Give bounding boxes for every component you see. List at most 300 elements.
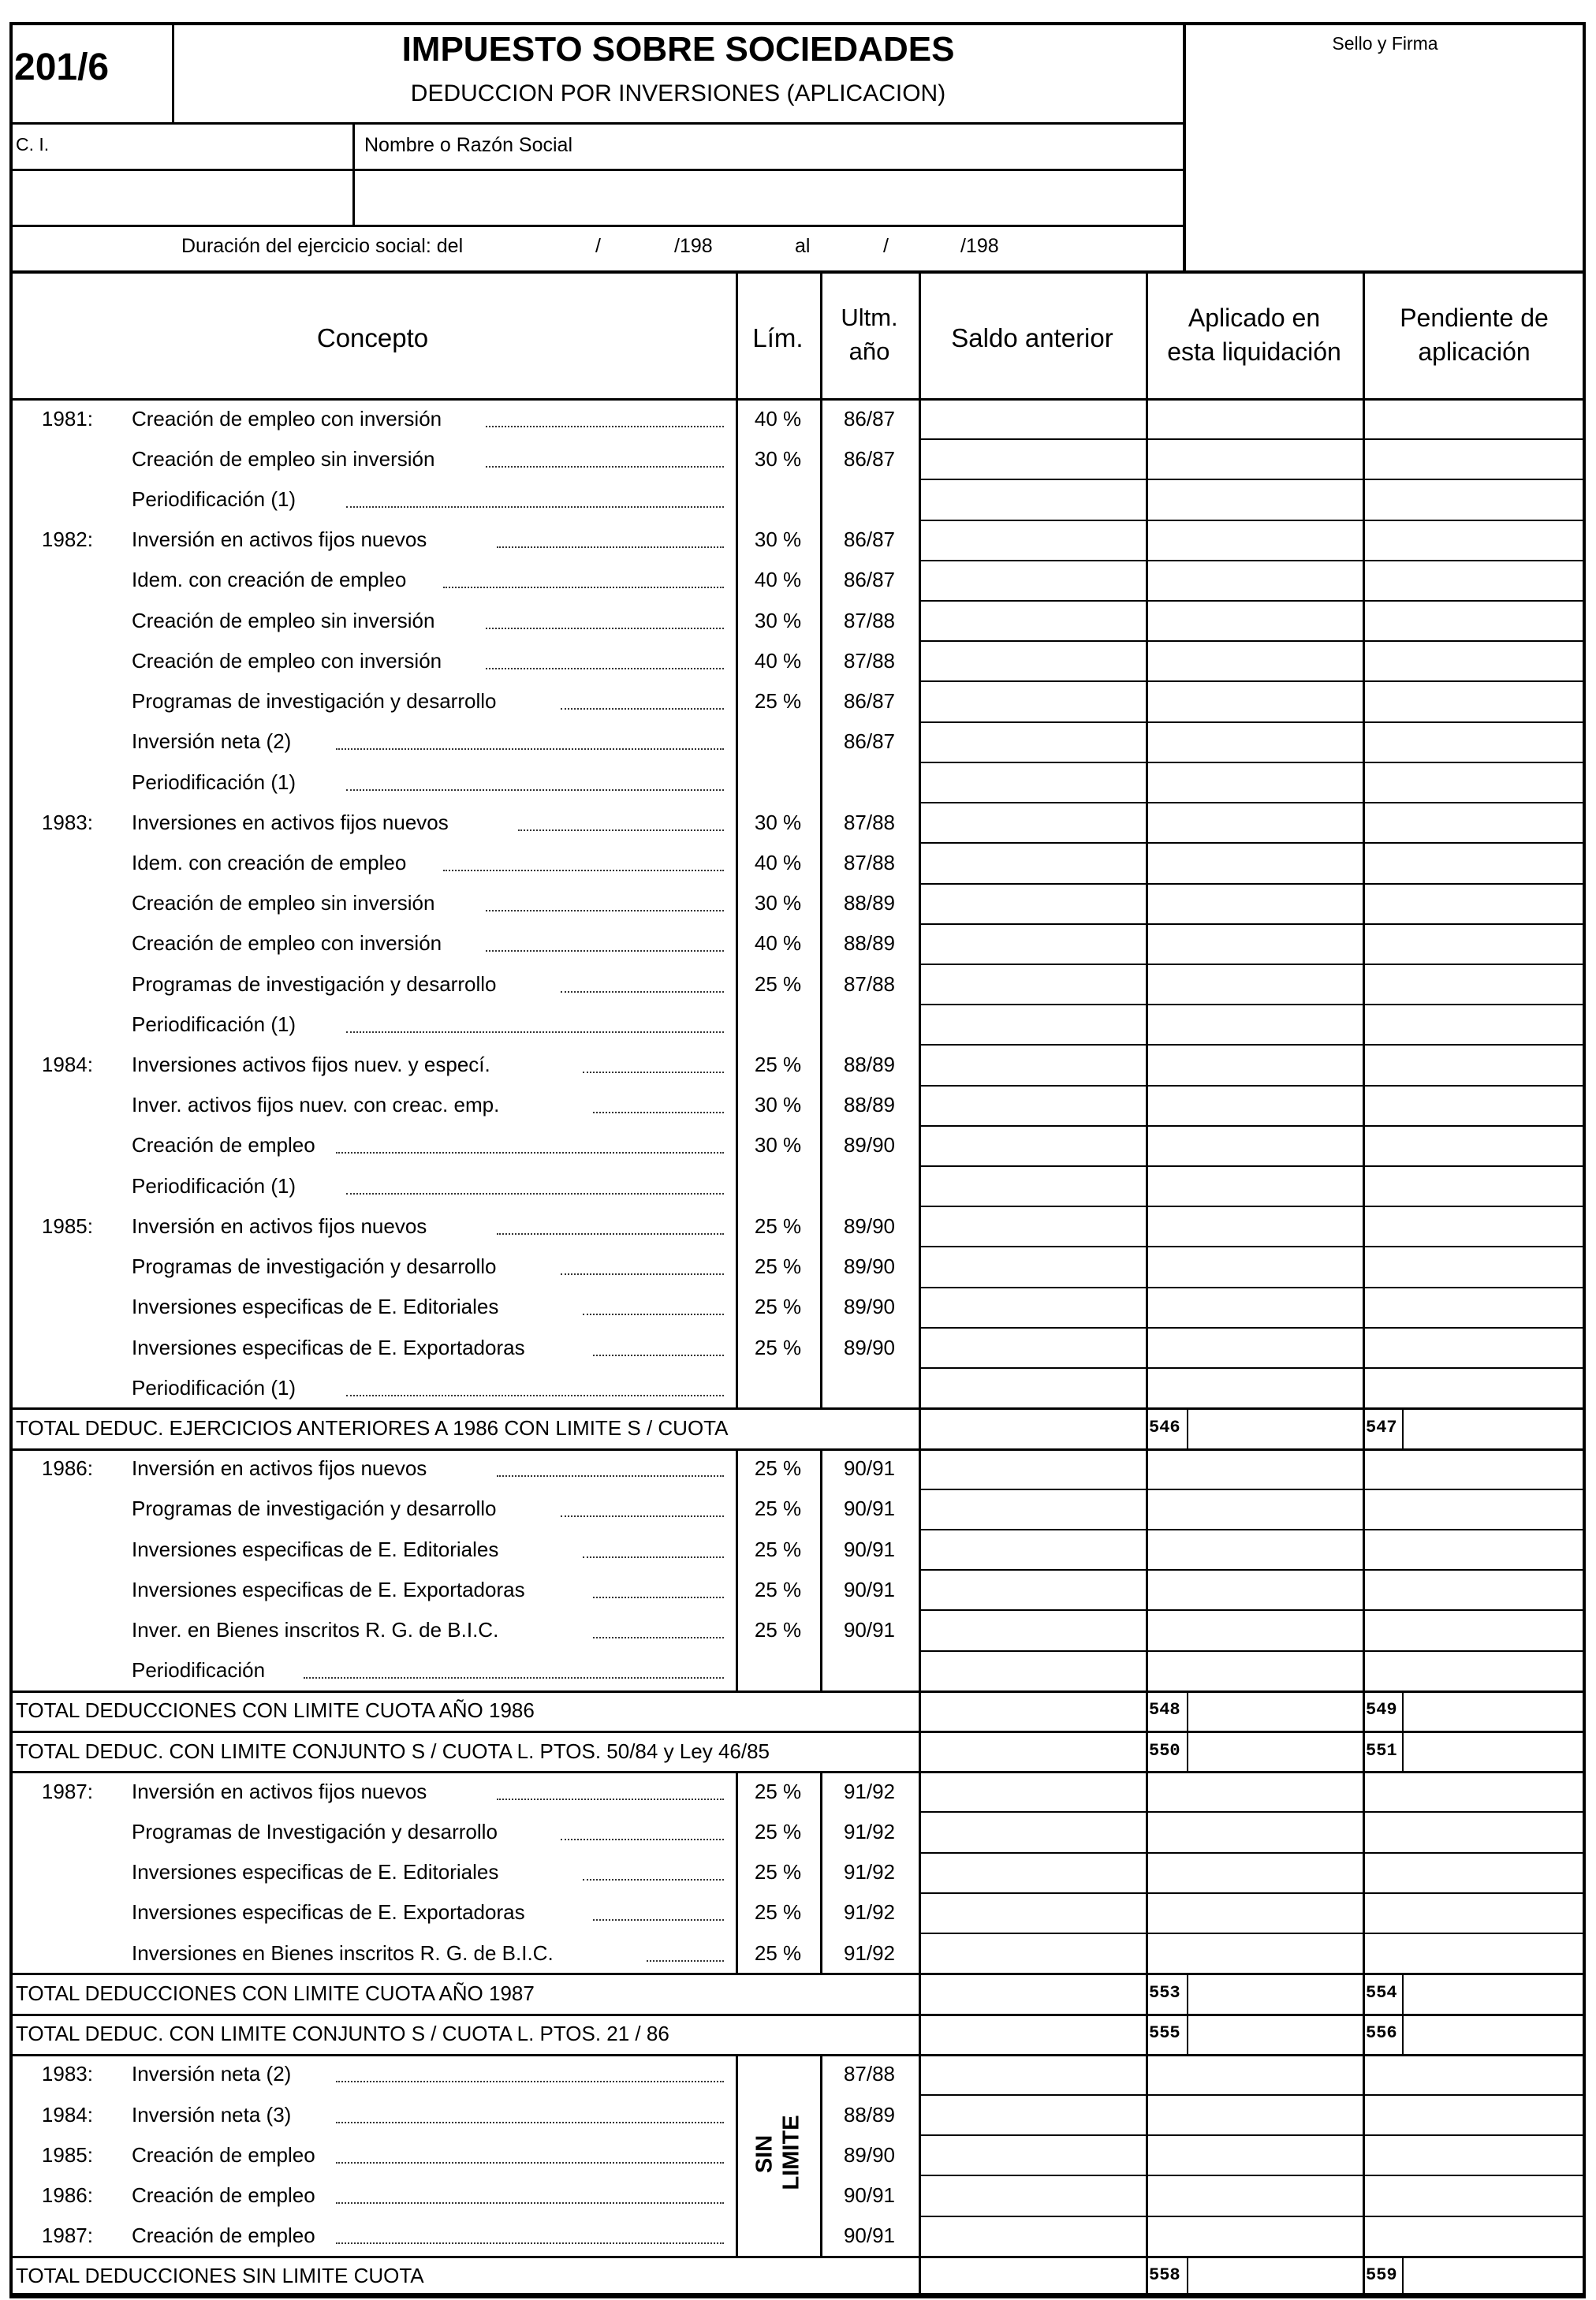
leader-dots	[336, 1152, 724, 1154]
rule-line	[1363, 1731, 1365, 1771]
pending-cell[interactable]	[1367, 643, 1581, 677]
rule-line	[919, 2014, 921, 2054]
leader-dots	[346, 1031, 724, 1033]
pending-cell[interactable]	[1367, 1814, 1581, 1847]
form-subtitle: DEDUCCION POR INVERSIONES (APLICACION)	[410, 80, 946, 106]
total-applied-cell-553[interactable]	[1191, 1975, 1358, 2009]
prev-balance-cell[interactable]	[923, 1531, 1141, 1565]
row-concept: Inversiones especificas de E. Exportadoras	[132, 1335, 525, 1359]
applied-cell[interactable]	[1150, 1571, 1358, 1605]
column-rule	[919, 1771, 921, 1973]
column-header-limit: Lím.	[752, 323, 804, 352]
pending-cell[interactable]	[1367, 1451, 1581, 1485]
column-rule	[820, 2054, 822, 2256]
applied-cell[interactable]	[1150, 2218, 1358, 2252]
column-rule	[1146, 1448, 1148, 1691]
row-rule	[919, 1529, 1586, 1530]
column-rule	[820, 1771, 822, 1973]
field-code-551: 551	[1366, 1740, 1397, 1761]
prev-balance-cell[interactable]	[923, 1491, 1141, 1525]
applied-cell[interactable]	[1150, 804, 1358, 838]
rule-line	[1146, 1973, 1147, 2013]
prev-balance-cell[interactable]	[923, 2097, 1141, 2130]
prev-balance-cell[interactable]	[923, 643, 1141, 677]
row-limit: 25 %	[754, 1537, 802, 1561]
row-rule	[919, 2175, 1586, 2176]
pending-cell[interactable]	[1367, 724, 1581, 758]
row-last-year: 88/89	[843, 2102, 896, 2127]
pending-cell[interactable]	[1367, 441, 1581, 475]
row-concept: Inversiones especificas de E. Exportadoras	[132, 1900, 525, 1925]
row-rule	[919, 1165, 1586, 1167]
pending-cell[interactable]	[1367, 2056, 1581, 2090]
form-number: 201/6	[14, 47, 110, 88]
total-prev-balance-cell[interactable]	[923, 2258, 1141, 2292]
applied-cell[interactable]	[1150, 1046, 1358, 1080]
applied-cell[interactable]	[1150, 1531, 1358, 1565]
applied-cell[interactable]	[1150, 1773, 1358, 1807]
row-year: 1984:	[41, 1053, 93, 1076]
pending-cell[interactable]	[1367, 885, 1581, 919]
prev-balance-cell[interactable]	[923, 1128, 1141, 1161]
code-box-border	[1187, 1691, 1188, 1731]
row-limit: 40 %	[754, 850, 802, 874]
row-last-year: 89/90	[843, 1213, 896, 1238]
pending-cell[interactable]	[1367, 1128, 1581, 1161]
row-concept: Programas de Investigación y desarrollo	[132, 1820, 498, 1844]
year-prefix: /198	[674, 235, 713, 257]
column-header-pending: Pendiente de	[1400, 304, 1549, 332]
prev-balance-cell[interactable]	[923, 1006, 1141, 1040]
applied-cell[interactable]	[1150, 2177, 1358, 2211]
column-header-last-year: año	[848, 337, 890, 365]
row-rule	[919, 1004, 1586, 1005]
prev-balance-cell[interactable]	[923, 724, 1141, 758]
row-rule	[919, 560, 1586, 561]
prev-balance-cell[interactable]	[923, 1087, 1141, 1121]
column-rule	[919, 2054, 921, 2256]
prev-balance-cell[interactable]	[923, 804, 1141, 838]
total-applied-cell-558[interactable]	[1191, 2258, 1358, 2292]
header-rule	[9, 225, 1184, 227]
column-rule	[736, 1448, 738, 1691]
pending-cell[interactable]	[1367, 1491, 1581, 1525]
total-pending-cell-549[interactable]	[1407, 1693, 1581, 1727]
header-rule	[9, 169, 1184, 171]
row-last-year: 86/87	[843, 527, 896, 552]
prev-balance-cell[interactable]	[923, 1935, 1141, 1969]
code-box-border	[1187, 2256, 1188, 2296]
row-rule	[919, 1125, 1586, 1127]
prev-balance-cell[interactable]	[923, 481, 1141, 515]
applied-cell[interactable]	[1150, 522, 1358, 556]
row-last-year: 91/92	[843, 1900, 896, 1925]
prev-balance-cell[interactable]	[923, 562, 1141, 596]
applied-cell[interactable]	[1150, 1087, 1358, 1121]
code-box-border	[1402, 2014, 1404, 2054]
applied-cell[interactable]	[1150, 1653, 1358, 1687]
applied-cell[interactable]	[1150, 1935, 1358, 1969]
row-last-year: 86/87	[843, 568, 896, 592]
rule-line	[1146, 1691, 1147, 1731]
row-last-year: 90/91	[843, 1497, 896, 1521]
prev-balance-cell[interactable]	[923, 2218, 1141, 2252]
prev-balance-cell[interactable]	[923, 844, 1141, 878]
pending-cell[interactable]	[1367, 1653, 1581, 1687]
outer-border-right	[1583, 22, 1586, 2296]
field-code-553: 553	[1149, 1982, 1180, 2003]
applied-cell[interactable]	[1150, 683, 1358, 717]
row-concept: Creación de empleo con inversión	[132, 931, 442, 956]
applied-cell[interactable]	[1150, 1370, 1358, 1403]
pending-cell[interactable]	[1367, 1370, 1581, 1403]
prev-balance-cell[interactable]	[923, 1370, 1141, 1403]
applied-cell[interactable]	[1150, 1814, 1358, 1847]
applied-cell[interactable]	[1150, 643, 1358, 677]
row-limit: 40 %	[754, 931, 802, 956]
applied-cell[interactable]	[1150, 1128, 1358, 1161]
total-prev-balance-cell[interactable]	[923, 2016, 1141, 2050]
table-top-rule	[9, 270, 1586, 274]
row-last-year: 90/91	[843, 2224, 896, 2248]
row-rule	[919, 842, 1586, 844]
prev-balance-cell[interactable]	[923, 683, 1141, 717]
pending-cell[interactable]	[1367, 1531, 1581, 1565]
row-last-year: 88/89	[843, 1053, 896, 1076]
row-rule	[919, 802, 1586, 803]
applied-cell[interactable]	[1150, 1208, 1358, 1242]
row-limit: 30 %	[754, 1093, 802, 1117]
total-pending-cell-559[interactable]	[1407, 2258, 1581, 2292]
row-last-year: 87/88	[843, 971, 896, 996]
pending-cell[interactable]	[1367, 1773, 1581, 1807]
row-concept: Periodificación (1)	[132, 1173, 296, 1198]
pending-cell[interactable]	[1367, 1612, 1581, 1646]
code-box-border	[1402, 1691, 1404, 1731]
name-label: Nombre o Razón Social	[364, 134, 573, 156]
pending-cell[interactable]	[1367, 1087, 1581, 1121]
row-limit: 25 %	[754, 1617, 802, 1642]
pending-cell[interactable]	[1367, 401, 1581, 434]
leader-dots	[561, 708, 724, 710]
row-last-year: 90/91	[843, 1617, 896, 1642]
prev-balance-cell[interactable]	[923, 1451, 1141, 1485]
total-prev-balance-cell[interactable]	[923, 1693, 1141, 1727]
leader-dots	[583, 1879, 724, 1881]
row-last-year: 90/91	[843, 1577, 896, 1601]
prev-balance-cell[interactable]	[923, 1773, 1141, 1807]
leader-dots	[647, 1960, 724, 1962]
code-box-border	[1187, 2014, 1188, 2054]
prev-balance-cell[interactable]	[923, 926, 1141, 960]
field-code-556: 556	[1366, 2023, 1397, 2044]
prev-balance-cell[interactable]	[923, 1289, 1141, 1323]
row-last-year: 86/87	[843, 446, 896, 471]
column-header-last-year: Ultm.	[841, 304, 898, 331]
row-concept: Creación de empleo	[132, 2183, 315, 2207]
row-year: 1986:	[41, 1456, 93, 1481]
column-rule	[820, 1448, 822, 1691]
total-pending-cell-556[interactable]	[1407, 2016, 1581, 2050]
rule-line	[919, 1691, 921, 1731]
pending-cell[interactable]	[1367, 2218, 1581, 2252]
leader-dots	[583, 1072, 724, 1073]
prev-balance-cell[interactable]	[923, 1046, 1141, 1080]
row-last-year: 90/91	[843, 1456, 896, 1481]
al-label: al	[795, 235, 811, 257]
pending-cell[interactable]	[1367, 683, 1581, 717]
applied-cell[interactable]	[1150, 1895, 1358, 1929]
applied-cell[interactable]	[1150, 1612, 1358, 1646]
prev-balance-cell[interactable]	[923, 1895, 1141, 1929]
applied-cell[interactable]	[1150, 1248, 1358, 1282]
prev-balance-cell[interactable]	[923, 1168, 1141, 1202]
row-concept: Inversiones especificas de E. Editoriales	[132, 1295, 499, 1319]
row-concept: Inversión neta (2)	[132, 2062, 292, 2086]
total-row-label: TOTAL DEDUC. CON LIMITE CONJUNTO S / CUOTA L. PTOS. 50/84 y Ley 46/85	[16, 1739, 770, 1763]
prev-balance-cell[interactable]	[923, 2056, 1141, 2090]
prev-balance-cell[interactable]	[923, 1814, 1141, 1847]
total-prev-balance-cell[interactable]	[923, 1975, 1141, 2009]
row-concept: Inversiones en activos fijos nuevos	[132, 810, 449, 834]
pending-cell[interactable]	[1367, 1855, 1581, 1888]
row-rule	[919, 1609, 1586, 1611]
pending-cell[interactable]	[1367, 1289, 1581, 1323]
name-field[interactable]	[361, 177, 1177, 221]
leader-dots	[561, 991, 724, 993]
row-limit: 25 %	[754, 1779, 802, 1803]
applied-cell[interactable]	[1150, 602, 1358, 636]
prev-balance-cell[interactable]	[923, 1653, 1141, 1687]
rule-line	[919, 1731, 921, 1771]
total-pending-cell-547[interactable]	[1407, 1410, 1581, 1444]
applied-cell[interactable]	[1150, 1168, 1358, 1202]
applied-cell[interactable]	[1150, 401, 1358, 434]
row-year: 1987:	[41, 2224, 93, 2248]
leader-dots	[593, 1112, 724, 1113]
code-box-border	[1402, 1407, 1404, 1448]
pending-cell[interactable]	[1367, 926, 1581, 960]
pending-cell[interactable]	[1367, 2177, 1581, 2211]
row-limit: 30 %	[754, 608, 802, 632]
row-limit: 25 %	[754, 1053, 802, 1076]
row-limit: 30 %	[754, 810, 802, 834]
seal-signature-area[interactable]	[1188, 79, 1582, 260]
row-limit: 40 %	[754, 406, 802, 431]
row-rule	[919, 1206, 1586, 1207]
field-code-548: 548	[1149, 1700, 1180, 1720]
row-rule	[919, 2134, 1586, 2136]
seal-box-left-border	[1183, 22, 1186, 273]
prev-balance-cell[interactable]	[923, 401, 1141, 434]
row-limit: 25 %	[754, 1254, 802, 1279]
applied-cell[interactable]	[1150, 1289, 1358, 1323]
rule-line	[1363, 2256, 1365, 2296]
pending-cell[interactable]	[1367, 1571, 1581, 1605]
leader-dots	[443, 587, 724, 588]
row-year: 1981:	[41, 406, 93, 431]
row-concept: Creación de empleo sin inversión	[132, 608, 435, 632]
total-row-rule	[9, 2296, 1586, 2298]
column-rule	[736, 1771, 738, 1973]
row-rule	[919, 600, 1586, 602]
row-rule	[919, 438, 1586, 440]
applied-cell[interactable]	[1150, 764, 1358, 798]
applied-cell[interactable]	[1150, 844, 1358, 878]
column-header-applied: esta liquidación	[1167, 337, 1341, 366]
total-pending-cell-551[interactable]	[1407, 1733, 1581, 1767]
prev-balance-cell[interactable]	[923, 2137, 1141, 2171]
column-rule	[1363, 2054, 1365, 2256]
row-concept: Periodificación (1)	[132, 1012, 296, 1036]
row-last-year: 87/88	[843, 810, 896, 834]
pending-cell[interactable]	[1367, 1895, 1581, 1929]
row-concept: Inver. en Bienes inscritos R. G. de B.I.C.	[132, 1617, 499, 1642]
pending-cell[interactable]	[1367, 1248, 1581, 1282]
applied-cell[interactable]	[1150, 2056, 1358, 2090]
row-rule	[919, 1811, 1586, 1813]
applied-cell[interactable]	[1150, 926, 1358, 960]
prev-balance-cell[interactable]	[923, 764, 1141, 798]
prev-balance-cell[interactable]	[923, 966, 1141, 1000]
prev-balance-cell[interactable]	[923, 522, 1141, 556]
applied-cell[interactable]	[1150, 481, 1358, 515]
pending-cell[interactable]	[1367, 1006, 1581, 1040]
pending-cell[interactable]	[1367, 1168, 1581, 1202]
pending-cell[interactable]	[1367, 1208, 1581, 1242]
pending-cell[interactable]	[1367, 966, 1581, 1000]
total-applied-cell-546[interactable]	[1191, 1410, 1358, 1444]
prev-balance-cell[interactable]	[923, 1248, 1141, 1282]
applied-cell[interactable]	[1150, 2137, 1358, 2171]
row-last-year: 88/89	[843, 891, 896, 915]
leader-dots	[336, 2162, 724, 2164]
prev-balance-cell[interactable]	[923, 1855, 1141, 1888]
pending-cell[interactable]	[1367, 602, 1581, 636]
row-concept: Idem. con creación de empleo	[132, 850, 407, 874]
leader-dots	[486, 466, 724, 468]
row-rule	[919, 2216, 1586, 2217]
leader-dots	[561, 1839, 724, 1840]
pending-cell[interactable]	[1367, 1329, 1581, 1363]
row-year: 1985:	[41, 1213, 93, 1238]
column-rule	[820, 398, 822, 1407]
form-title: IMPUESTO SOBRE SOCIEDADES	[401, 30, 955, 69]
pending-cell[interactable]	[1367, 522, 1581, 556]
total-applied-cell-548[interactable]	[1191, 1693, 1358, 1727]
sin-label: SIN	[751, 2134, 777, 2173]
applied-cell[interactable]	[1150, 1491, 1358, 1525]
applied-cell[interactable]	[1150, 885, 1358, 919]
pending-cell[interactable]	[1367, 844, 1581, 878]
prev-balance-cell[interactable]	[923, 1329, 1141, 1363]
applied-cell[interactable]	[1150, 966, 1358, 1000]
prev-balance-cell[interactable]	[923, 2177, 1141, 2211]
row-concept: Programas de investigación y desarrollo	[132, 971, 497, 996]
code-box-border	[1402, 1731, 1404, 1771]
applied-cell[interactable]	[1150, 562, 1358, 596]
pending-cell[interactable]	[1367, 764, 1581, 798]
prev-balance-cell[interactable]	[923, 885, 1141, 919]
field-code-555: 555	[1149, 2023, 1180, 2044]
applied-cell[interactable]	[1150, 724, 1358, 758]
column-header-prev-balance: Saldo anterior	[951, 323, 1113, 352]
row-concept: Inversiones en Bienes inscritos R. G. de B.I.C.	[132, 1940, 554, 1965]
leader-dots	[336, 2081, 724, 2082]
row-limit: 25 %	[754, 1577, 802, 1601]
pending-cell[interactable]	[1367, 2097, 1581, 2130]
code-box-border	[1402, 1973, 1404, 2013]
row-limit: 30 %	[754, 1133, 802, 1157]
total-row-label: TOTAL DEDUC. CON LIMITE CONJUNTO S / CUOTA L. PTOS. 21 / 86	[16, 2022, 669, 2046]
leader-dots	[486, 628, 724, 629]
row-concept: Inversión en activos fijos nuevos	[132, 1456, 427, 1481]
row-concept: Inversiones activos fijos nuev. y especí.	[132, 1053, 490, 1076]
rule-line	[919, 1973, 921, 2013]
total-prev-balance-cell[interactable]	[923, 1410, 1141, 1444]
leader-dots	[593, 1597, 724, 1598]
prev-balance-cell[interactable]	[923, 1612, 1141, 1646]
applied-cell[interactable]	[1150, 1329, 1358, 1363]
total-applied-cell-550[interactable]	[1191, 1733, 1358, 1767]
pending-cell[interactable]	[1367, 804, 1581, 838]
pending-cell[interactable]	[1367, 481, 1581, 515]
row-last-year: 89/90	[843, 2142, 896, 2167]
prev-balance-cell[interactable]	[923, 441, 1141, 475]
applied-cell[interactable]	[1150, 1006, 1358, 1040]
total-applied-cell-555[interactable]	[1191, 2016, 1358, 2050]
row-concept: Creación de empleo	[132, 2142, 315, 2167]
pending-cell[interactable]	[1367, 1935, 1581, 1969]
leader-dots	[593, 1355, 724, 1356]
total-prev-balance-cell[interactable]	[923, 1733, 1141, 1767]
prev-balance-cell[interactable]	[923, 1208, 1141, 1242]
row-concept: Periodificación (1)	[132, 487, 296, 512]
rule-line	[1363, 2014, 1365, 2054]
pending-cell[interactable]	[1367, 562, 1581, 596]
row-concept: Inversión en activos fijos nuevos	[132, 1213, 427, 1238]
column-rule	[1146, 1771, 1148, 1973]
row-concept: Creación de empleo	[132, 2224, 315, 2248]
applied-cell[interactable]	[1150, 2097, 1358, 2130]
row-last-year: 87/88	[843, 2062, 896, 2086]
row-year: 1983:	[41, 810, 93, 834]
leader-dots	[518, 829, 724, 831]
date-slash: /	[595, 235, 601, 257]
row-rule	[919, 964, 1586, 965]
pending-cell[interactable]	[1367, 1046, 1581, 1080]
prev-balance-cell[interactable]	[923, 602, 1141, 636]
row-limit: 30 %	[754, 891, 802, 915]
row-last-year: 87/88	[843, 608, 896, 632]
pending-cell[interactable]	[1367, 2137, 1581, 2171]
row-limit: 25 %	[754, 1456, 802, 1481]
row-year: 1984:	[41, 2102, 93, 2127]
row-rule	[919, 883, 1586, 885]
applied-cell[interactable]	[1150, 1855, 1358, 1888]
row-concept: Inver. activos fijos nuev. con creac. emp.	[132, 1093, 500, 1117]
leader-dots	[336, 748, 724, 750]
row-rule	[919, 762, 1586, 763]
total-pending-cell-554[interactable]	[1407, 1975, 1581, 2009]
applied-cell[interactable]	[1150, 1451, 1358, 1485]
limite-label: LIMITE	[778, 2115, 804, 2190]
prev-balance-cell[interactable]	[923, 1571, 1141, 1605]
ci-field[interactable]	[16, 177, 347, 221]
applied-cell[interactable]	[1150, 441, 1358, 475]
row-limit: 25 %	[754, 1295, 802, 1319]
row-limit: 25 %	[754, 1497, 802, 1521]
